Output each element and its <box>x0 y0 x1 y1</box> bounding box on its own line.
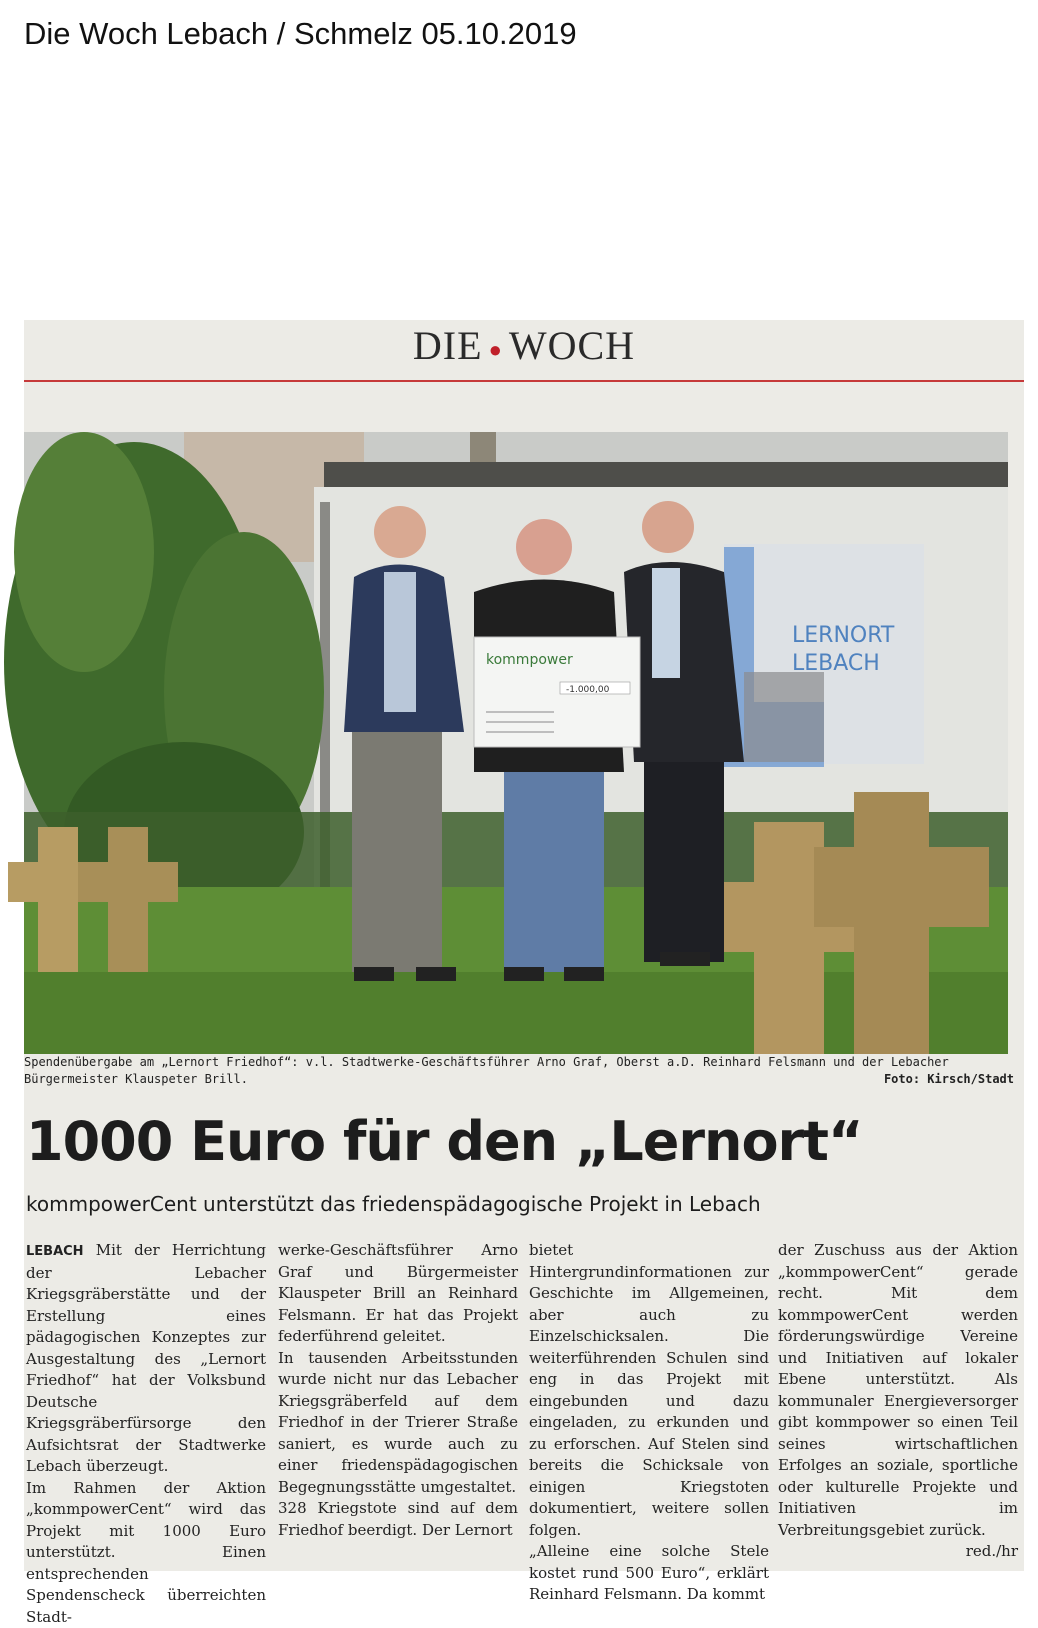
col3-paragraph-2: „Alleine eine solche Stele kostet rund 500 Euro“, erklärt Reinhard Felsmann. Da kommt <box>529 1541 769 1606</box>
check-brand: kommpower <box>486 652 573 668</box>
sign-text-line1: LERNORT <box>792 623 895 648</box>
col1-paragraph-2: Im Rahmen der Aktion „kommpowerCent“ wird das Projekt mit 1000 Euro unterstützt. Einen entsprechenden Spendenscheck überreichten Stadt- <box>26 1478 266 1628</box>
sign-text-line2: LEBACH <box>792 651 880 676</box>
article-dateline: LEBACH <box>26 1244 84 1259</box>
col2-paragraph-3: 328 Kriegstote sind auf dem Friedhof beerdigt. Der Lernort <box>278 1498 518 1541</box>
photo-caption <box>24 1054 1014 1088</box>
article-column-3 <box>529 1240 769 1606</box>
masthead-right: WOCH <box>509 323 635 368</box>
article-headline: 1000 Euro für den „Lernort“ <box>26 1110 862 1173</box>
col2-paragraph-1: werke-Geschäftsführer Arno Graf und Bürgermeister Klauspeter Brill an Reinhard Felsmann. Er hat das Projekt federführend geleitet. <box>278 1240 518 1348</box>
col1-paragraph-1: Mit der Herrichtung der Lebacher Kriegsgräberstätte und der Erstellung eines pädagogischen Konzeptes zur Ausgestaltung des „Lernort Friedhof“ hat der Volksbund Deutsche Kriegsgräberfürsorge den Aufsichtsrat der Stadtwerke Lebach überzeugt. <box>26 1241 266 1475</box>
col2-paragraph-2: In tausenden Arbeitsstunden wurde nicht nur das Lebacher Kriegsgräberfeld auf dem Friedhof in der Trierer Straße saniert, es wurde auch zu einer friedenspädagogischen Begegnungsstätte umgestaltet. <box>278 1348 518 1499</box>
masthead-dot-icon: ● <box>483 337 509 362</box>
article-column-1 <box>26 1240 266 1628</box>
page-header-text: Die Woch Lebach / Schmelz 05.10.2019 <box>24 16 577 52</box>
photo-credit: Foto: Kirsch/Stadt <box>884 1071 1014 1088</box>
masthead-left: DIE <box>413 323 483 368</box>
caption-text: Spendenübergabe am „Lernort Friedhof“: v.l. Stadtwerke-Geschäftsführer Arno Graf, Oberst a.D. Reinhard Felsmann und der Lebacher Bürgermeister Klauspeter Brill. <box>24 1055 949 1086</box>
check-amount: -1.000,00 <box>566 685 610 695</box>
col3-paragraph-1: bietet Hintergrundinformationen zur Geschichte im Allgemeinen, aber auch zu Einzelschicksalen. Die weiterführenden Schulen sind eng in das Projekt mit eingebunden und dazu eingeladen, zu erkunden und zu erforschen. Auf Stelen sind bereits die Schicksale von einigen Kriegstoten dokumentiert, weitere sollen folgen. <box>529 1240 769 1541</box>
article-column-2 <box>278 1240 518 1541</box>
article-photo <box>24 432 1008 1054</box>
article-signoff: red./hr <box>778 1541 1018 1563</box>
col4-paragraph-1: der Zuschuss aus der Aktion „kommpowerCent“ gerade recht. Mit dem kommpowerCent werden förderungswürdige Vereine und Initiativen auf lokaler Ebene unterstützt. Als kommunaler Energieversorger gibt kommpower so einen Teil seines wirtschaftlichen Erfolges an soziale, sportliche oder kulturelle Projekte und Initiativen im Verbreitungsgebiet zurück. <box>778 1240 1018 1541</box>
masthead <box>24 322 1024 372</box>
article-column-4 <box>778 1240 1018 1563</box>
photo-illustration <box>24 432 1008 1054</box>
newspaper-clipping <box>24 320 1024 1571</box>
masthead-rule <box>24 380 1024 382</box>
article-subheadline: kommpowerCent unterstützt das friedenspädagogische Projekt in Lebach <box>26 1192 761 1216</box>
